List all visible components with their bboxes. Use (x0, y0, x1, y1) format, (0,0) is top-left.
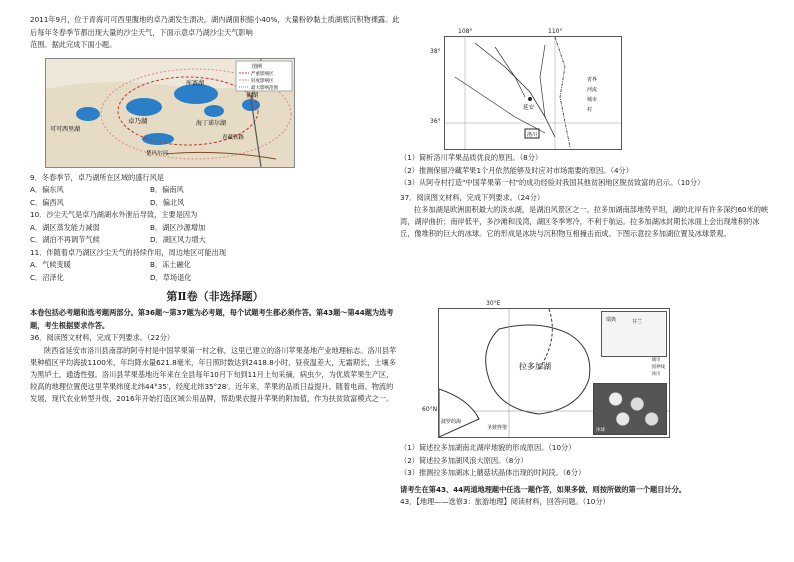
map3-lon-30e: 30°E (486, 300, 501, 307)
q9-option-a: A．偏东风 (30, 185, 64, 194)
q10-option-d: D．湖区风力增大 (150, 235, 206, 244)
label-ladoga: 拉多加湖 (519, 362, 551, 371)
q11-options-row2 (30, 272, 400, 285)
q10-option-a: A．湖区蒸发能力减弱 (30, 222, 100, 232)
legend2-village: 村 (587, 107, 593, 113)
label-kekexili: 可可西里湖 (50, 125, 81, 133)
ice-ball-photo (593, 383, 667, 435)
q11-stem: 11．伴随着卓乃湖区沙尘天气的持续作用，周边地区可能出现 (30, 247, 227, 257)
legend2-river: 河流 (587, 87, 598, 93)
label-river: 楚玛尔河 (146, 150, 169, 157)
map3-legend (652, 357, 666, 378)
label-yanhu: 盐湖 (246, 91, 259, 99)
q10-options-row2 (30, 234, 400, 247)
q11-option-c: C．沼泽化 (30, 272, 64, 282)
q36-stem: 36．阅读图文材料，完成下列要求。（22分） (30, 333, 175, 342)
choice-note: 请考生在第43、44两道地理题中任选一题作答，如果多做，则按所做的第一个题目计分。 (400, 484, 686, 494)
inset-map (601, 311, 667, 357)
q37-sub1: （1）简述拉多加湖南北湖岸地貌的形成原因。（10分） (400, 443, 576, 452)
label-stpetersburg: 圣彼得堡 (487, 425, 508, 431)
q36-sub2: （2）推测保留冷藏苹果1个月依然能够及时应对市场需要的原因。（4分） (400, 165, 633, 175)
legend1-light: 轻度影响区 (251, 78, 274, 84)
map2-svg (445, 37, 621, 149)
q10-option-b: B．湖区沙源增加 (150, 222, 206, 232)
label-iceball: 冰球 (596, 428, 605, 433)
map1-legend (236, 61, 292, 91)
q10-stem: 10．沙尘天气是卓乃湖湖水外泄后导致，主要是因为 (30, 210, 198, 219)
q9-option-c: C．偏西风 (30, 197, 64, 207)
q9-stem: 9．冬春季节，卓乃湖所在区域的盛行风是 (30, 172, 164, 182)
map2-lon-110: 110° (548, 28, 563, 35)
q36-sub1: （1）简析洛川苹果品质优良的原因。（8分） (400, 153, 543, 162)
q37-sub3: （3）推测拉多加湖冰上蘑菇状晶体出现的时间段。（6分） (400, 468, 586, 477)
legend1-max: 最大影响范围 (251, 85, 278, 91)
label-haiding: 海丁诺尔湖 (196, 119, 227, 127)
label-kusai: 库赛湖 (186, 79, 205, 87)
q9-options-row1 (30, 184, 400, 197)
q37-stem: 37．阅读图文材料，完成下列要求。（24分） (400, 192, 545, 202)
map3-lat-60n: 60°N (422, 406, 438, 413)
q43-stem: 43．【地理——选修3：旅游地理】阅读材料，回答问题。（10分） (400, 497, 610, 506)
intro-text: 2011年9月，位于青海可可西里腹地的卓乃湖发生溃决，湖内湖面积缩小40%，大量粉砂黏土质湖底沉积物裸露。此后每年冬春季节都出现大量的沙尘天气，下面示意卓乃湖沙尘天气影响 范围。据此完成下面小题。 (30, 15, 400, 49)
ladoga-map (438, 308, 670, 438)
lake-haiding (204, 105, 224, 117)
q11-option-b: B．冻土融化 (150, 260, 191, 269)
q37-sub2: （2）简述拉多加湖风浪大原因。（8分） (400, 455, 528, 465)
q36-material: 陕西省延安市洛川县南部的阿寺村是中国苹果第一村之称，这里已建立的洛川苹果基地产业地理标志。洛川县苹果种植区平均海拔1100米，年均降水量621.8毫米，年日照时数达到2418.8小时，昼夜温差大，无霜期长，土壤多为黑垆土，通透性强。洛川县苹果基地近年来在全县每年10月下旬到11月上旬采摘，病虫少，为优质苹果生产区，较高的地理位置使这里苹果纬度北纬44°35′，经度北纬35°28′。近年来，苹果的品质日益提升。随着电商、物流的发展，现代农业转型升级，2016年开始打造区域公用品牌，帮助果农提升苹果的附加值，作为扶贫致富模式之一。 (30, 345, 397, 403)
section-note: 本卷包括必考题和选考题两部分。第36题～第37题为必考题，每个试题考生都必须作答。第43题～第44题为选考题，考生根据要求作答。 (30, 308, 394, 330)
left-column (30, 0, 400, 405)
label-zhuonai: 卓乃湖 (128, 116, 148, 125)
legend2-city: 城市 (587, 97, 598, 103)
right-q36-subquestions (400, 152, 770, 240)
q10-options-row1 (30, 222, 400, 235)
map2-lat-36: 36° (430, 118, 441, 125)
luochuan-map (444, 36, 622, 150)
legend2-border: 省界 (587, 77, 598, 83)
q9-option-d: D．偏北风 (150, 197, 185, 207)
q37-material: 拉多加湖是欧洲面积最大的淡水湖，是湖泊风景区之一。拉多加湖南部地势平坦，湖的北岸有许多深约60米的峡湾，湖岸曲折；南岸低平，多沙滩和浅湾，湖区冬季寒冷，不利于航运。拉多加湖冰封期长冰面上会出现堆积的冰丘，像堆积的巨大的冰球。它的形成是冰块与沉积物互相撞击而成。下图示意拉多加湖位置及冰球景观。 (400, 205, 769, 238)
legend3-glacier: 冰川 (651, 372, 661, 377)
label-baltic: 波罗的海 (441, 419, 462, 425)
q11-option-a: A．气候变暖 (30, 260, 71, 269)
legend3-border: 国界线 (651, 365, 665, 370)
label-railway: 青藏铁路 (222, 134, 245, 141)
q9-options-row2 (30, 197, 400, 210)
map2-legend (587, 76, 597, 113)
lake-zhuonai (126, 98, 162, 116)
right-q37-subquestions (400, 442, 770, 509)
map2-lat-38: 38° (430, 48, 441, 55)
lake-kusai (174, 84, 218, 104)
legend1-title: 图例 (252, 63, 263, 70)
q11-option-d: D．草场退化 (150, 272, 192, 282)
map1-svg (46, 59, 294, 167)
zhuonai-lake-map (45, 58, 295, 168)
q9-option-b: B．偏南风 (150, 185, 184, 194)
label-finland: 芬兰 (632, 319, 643, 325)
q10-option-c: C．湖泊不再调节气候 (30, 235, 100, 244)
legend3-city: 城市 (651, 358, 661, 363)
map2-lon-108: 108° (458, 28, 473, 35)
label-yanan: 延安 (523, 105, 535, 111)
legend1-severe: 严重影响区 (251, 71, 274, 77)
label-sweden: 瑞典 (606, 317, 617, 323)
section-title: 第Ⅱ卷（非选择题） (166, 290, 264, 303)
q11-options-row1 (30, 259, 400, 272)
label-luochuan: 洛川 (527, 132, 538, 138)
q36-sub3: （3）从阿寺村打造"中国苹果第一村"的成功经验对我国其他贫困地区脱贫致富的启示。（10分） (400, 178, 705, 187)
lake-keke-xili (76, 107, 100, 121)
